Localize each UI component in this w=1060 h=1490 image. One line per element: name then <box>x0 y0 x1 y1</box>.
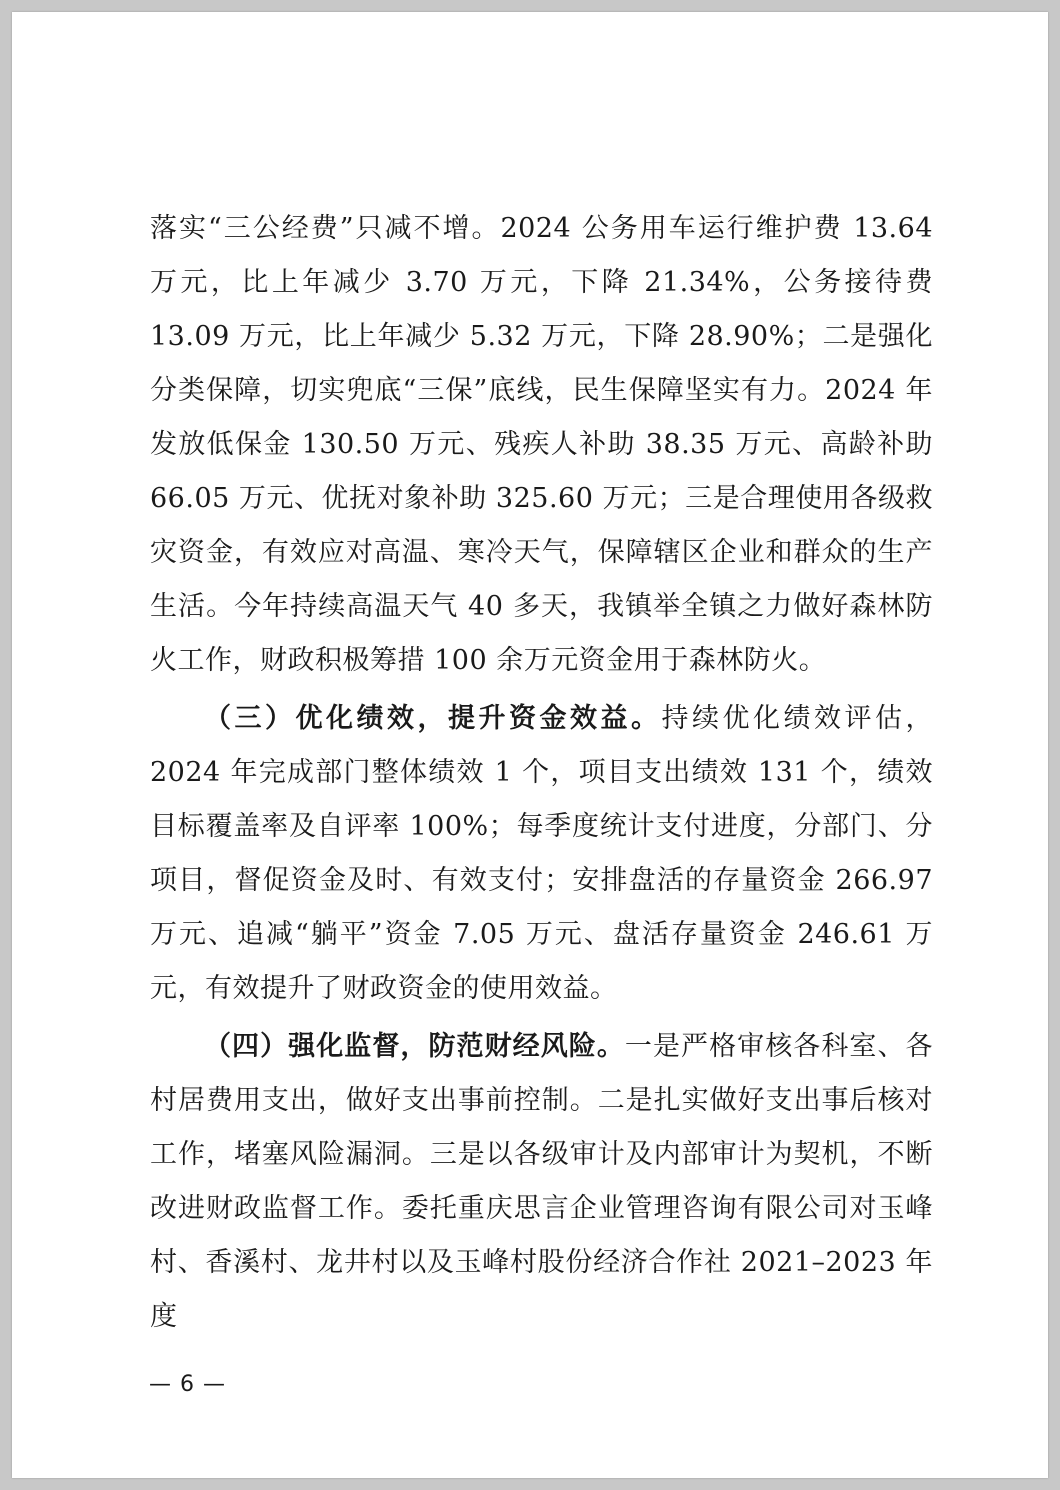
paragraph-2-text: 持续优化绩效评估，2024 年完成部门整体绩效 1 个，项目支出绩效 131 个，绩效目标覆盖率及自评率 100%；每季度统计支付进度，分部门、分项目，督促资金及时、有效支付；安排盘活的存量资金 266.97 万元、追减“躺平”资金 7.05 万元、盘活存量资金 246.61 万元，有效提升了财政资金的使用效益。 <box>150 703 933 1004</box>
page-number: — 6 — <box>149 1372 226 1397</box>
paragraph-3 <box>150 1020 933 1344</box>
paragraph-3-heading: （四）强化监督，防范财经风险。 <box>204 1031 625 1062</box>
paragraph-3-text: 一是严格审核各科室、各村居费用支出，做好支出事前控制。二是扎实做好支出事后核对工作，堵塞风险漏洞。三是以各级审计及内部审计为契机，不断改进财政监督工作。委托重庆思言企业管理咨询有限公司对玉峰村、香溪村、龙井村以及玉峰村股份经济合作社 2021–2023 年度 <box>150 1031 934 1332</box>
paragraph-1-text: 落实“三公经费”只减不增。2024 公务用车运行维护费 13.64 万元，比上年减少 3.70 万元，下降 21.34%，公务接待费 13.09 万元，比上年减少 5.32 万元，下降 28.90%；二是强化分类保障，切实兜底“三保”底线，民生保障坚实有力。2024 年发放低保金 130.50 万元、残疾人补助 38.35 万元、高龄补助 66.05 万元、优抚对象补助 325.60 万元；三是合理使用各级救灾资金，有效应对高温、寒冷天气，保障辖区企业和群众的生产生活。今年持续高温天气 40 多天，我镇举全镇之力做好森林防火工作，财政积极筹措 100 余万元资金用于森林防火。 <box>150 213 933 676</box>
paragraph-2-heading: （三）优化绩效，提升资金效益。 <box>204 703 662 734</box>
paragraph-2 <box>150 692 933 1016</box>
body-text <box>150 202 933 1344</box>
paragraph-1 <box>150 202 933 688</box>
document-page <box>12 12 1048 1478</box>
